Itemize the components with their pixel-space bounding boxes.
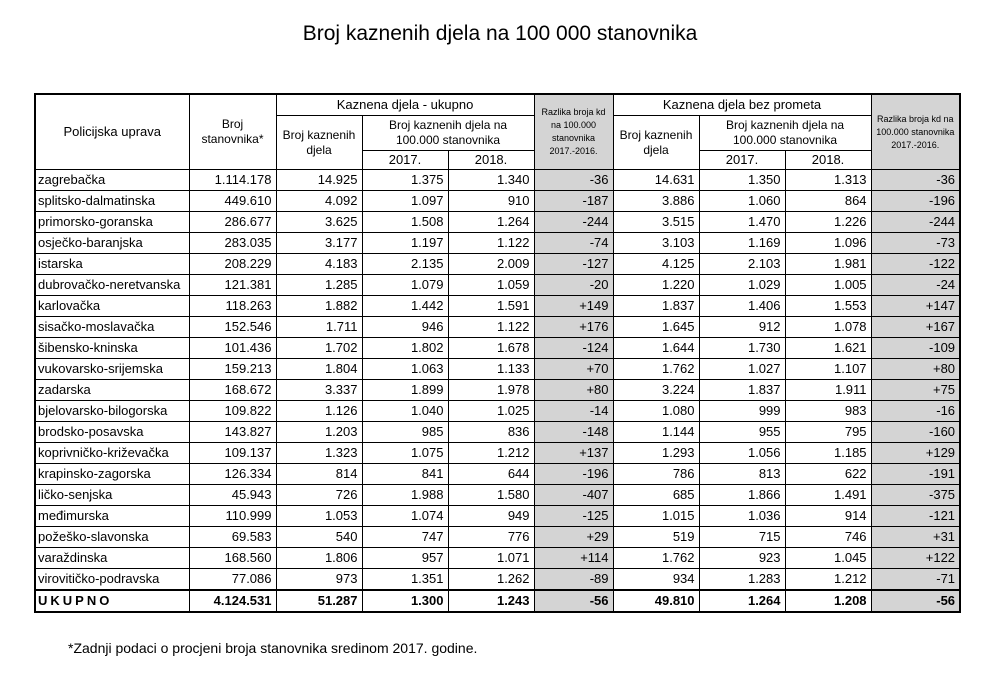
cell-policijska-uprava: šibensko-kninska bbox=[35, 338, 189, 359]
cell-na-100000-2017: 2.135 bbox=[362, 254, 448, 275]
cell-broj-kd: 3.337 bbox=[276, 380, 362, 401]
cell-razlika: +80 bbox=[534, 380, 613, 401]
cell-razlika: -20 bbox=[534, 275, 613, 296]
cell-na-100000-2018: 1.340 bbox=[448, 170, 534, 191]
header-2017-left: 2017. bbox=[362, 151, 448, 170]
total-row bbox=[35, 590, 960, 612]
cell-broj-kd: 1.053 bbox=[276, 506, 362, 527]
cell-broj-kd: 726 bbox=[276, 485, 362, 506]
table-row bbox=[35, 422, 960, 443]
cell-policijska-uprava: virovitičko-podravska bbox=[35, 569, 189, 591]
table-row bbox=[35, 485, 960, 506]
cell-broj-kd-bez-prometa: 3.515 bbox=[613, 212, 699, 233]
cell-broj-kd: 1.702 bbox=[276, 338, 362, 359]
table-row bbox=[35, 233, 960, 254]
cell-razlika: -36 bbox=[534, 170, 613, 191]
cell-broj-kd: 3.625 bbox=[276, 212, 362, 233]
cell-razlika-bez-prometa: -160 bbox=[871, 422, 960, 443]
cell-na-100000-2018: 1.978 bbox=[448, 380, 534, 401]
cell-bez-prometa-2018: 1.212 bbox=[785, 569, 871, 591]
cell-broj-kd-bez-prometa: 4.125 bbox=[613, 254, 699, 275]
cell-na-100000-2017: 1.040 bbox=[362, 401, 448, 422]
cell-broj-kd: 1.804 bbox=[276, 359, 362, 380]
table-row bbox=[35, 254, 960, 275]
cell-razlika: +114 bbox=[534, 548, 613, 569]
header-kaznena-djela-ukupno: Kaznena djela - ukupno bbox=[276, 94, 534, 116]
cell-broj-stanovnika: 69.583 bbox=[189, 527, 276, 548]
cell-razlika: +29 bbox=[534, 527, 613, 548]
page-title: Broj kaznenih djela na 100 000 stanovnika bbox=[302, 22, 698, 45]
cell-razlika: -244 bbox=[534, 212, 613, 233]
cell-broj-kd-bez-prometa: 1.645 bbox=[613, 317, 699, 338]
cell-broj-kd: 1.285 bbox=[276, 275, 362, 296]
cell-policijska-uprava: brodsko-posavska bbox=[35, 422, 189, 443]
cell-na-100000-2017: 1.079 bbox=[362, 275, 448, 296]
cell-bez-prometa-2018: 1.981 bbox=[785, 254, 871, 275]
cell-broj-kd: 51.287 bbox=[276, 590, 362, 612]
cell-razlika: +137 bbox=[534, 443, 613, 464]
cell-broj-kd-bez-prometa: 1.080 bbox=[613, 401, 699, 422]
cell-broj-kd: 1.323 bbox=[276, 443, 362, 464]
cell-broj-kd: 4.183 bbox=[276, 254, 362, 275]
cell-broj-kd-bez-prometa: 14.631 bbox=[613, 170, 699, 191]
cell-na-100000-2018: 1.122 bbox=[448, 233, 534, 254]
cell-bez-prometa-2017: 1.036 bbox=[699, 506, 785, 527]
cell-bez-prometa-2018: 1.078 bbox=[785, 317, 871, 338]
cell-razlika-bez-prometa: -24 bbox=[871, 275, 960, 296]
cell-bez-prometa-2018: 1.226 bbox=[785, 212, 871, 233]
cell-policijska-uprava: UKUPNO bbox=[35, 590, 189, 612]
cell-bez-prometa-2018: 864 bbox=[785, 191, 871, 212]
cell-na-100000-2018: 1.025 bbox=[448, 401, 534, 422]
cell-broj-kd: 1.711 bbox=[276, 317, 362, 338]
cell-broj-kd: 1.806 bbox=[276, 548, 362, 569]
cell-broj-kd: 1.882 bbox=[276, 296, 362, 317]
cell-broj-kd-bez-prometa: 3.886 bbox=[613, 191, 699, 212]
cell-broj-kd-bez-prometa: 3.224 bbox=[613, 380, 699, 401]
table-body bbox=[35, 170, 960, 613]
cell-broj-kd-bez-prometa: 1.837 bbox=[613, 296, 699, 317]
cell-bez-prometa-2018: 1.491 bbox=[785, 485, 871, 506]
cell-broj-stanovnika: 449.610 bbox=[189, 191, 276, 212]
cell-policijska-uprava: zagrebačka bbox=[35, 170, 189, 191]
cell-broj-kd: 973 bbox=[276, 569, 362, 591]
cell-broj-stanovnika: 121.381 bbox=[189, 275, 276, 296]
cell-na-100000-2017: 1.063 bbox=[362, 359, 448, 380]
header-policijska-uprava: Policijska uprava bbox=[35, 94, 189, 170]
cell-broj-stanovnika: 110.999 bbox=[189, 506, 276, 527]
header-2018-left: 2018. bbox=[448, 151, 534, 170]
table-row bbox=[35, 317, 960, 338]
cell-policijska-uprava: krapinsko-zagorska bbox=[35, 464, 189, 485]
table-row bbox=[35, 170, 960, 191]
cell-broj-kd: 14.925 bbox=[276, 170, 362, 191]
cell-razlika-bez-prometa: +31 bbox=[871, 527, 960, 548]
cell-broj-kd-bez-prometa: 1.762 bbox=[613, 548, 699, 569]
cell-na-100000-2017: 1.074 bbox=[362, 506, 448, 527]
cell-razlika-bez-prometa: -191 bbox=[871, 464, 960, 485]
cell-broj-stanovnika: 109.137 bbox=[189, 443, 276, 464]
cell-policijska-uprava: istarska bbox=[35, 254, 189, 275]
cell-razlika: -74 bbox=[534, 233, 613, 254]
cell-broj-stanovnika: 109.822 bbox=[189, 401, 276, 422]
cell-bez-prometa-2018: 1.621 bbox=[785, 338, 871, 359]
cell-na-100000-2018: 776 bbox=[448, 527, 534, 548]
cell-razlika-bez-prometa: -36 bbox=[871, 170, 960, 191]
cell-bez-prometa-2017: 999 bbox=[699, 401, 785, 422]
header-2017-right: 2017. bbox=[699, 151, 785, 170]
cell-bez-prometa-2018: 1.107 bbox=[785, 359, 871, 380]
cell-broj-kd-bez-prometa: 1.644 bbox=[613, 338, 699, 359]
footnote: *Zadnji podaci o procjeni broja stanovnika sredinom 2017. godine. bbox=[68, 640, 478, 656]
cell-razlika-bez-prometa: +167 bbox=[871, 317, 960, 338]
cell-bez-prometa-2017: 1.837 bbox=[699, 380, 785, 401]
cell-razlika-bez-prometa: +122 bbox=[871, 548, 960, 569]
cell-broj-kd-bez-prometa: 685 bbox=[613, 485, 699, 506]
cell-razlika-bez-prometa: -121 bbox=[871, 506, 960, 527]
cell-policijska-uprava: ličko-senjska bbox=[35, 485, 189, 506]
cell-broj-stanovnika: 168.672 bbox=[189, 380, 276, 401]
cell-bez-prometa-2018: 1.553 bbox=[785, 296, 871, 317]
cell-bez-prometa-2018: 1.045 bbox=[785, 548, 871, 569]
table-row bbox=[35, 212, 960, 233]
cell-na-100000-2018: 1.071 bbox=[448, 548, 534, 569]
cell-razlika-bez-prometa: -16 bbox=[871, 401, 960, 422]
cell-bez-prometa-2018: 1.313 bbox=[785, 170, 871, 191]
cell-na-100000-2017: 1.988 bbox=[362, 485, 448, 506]
cell-broj-kd: 3.177 bbox=[276, 233, 362, 254]
cell-broj-stanovnika: 126.334 bbox=[189, 464, 276, 485]
cell-bez-prometa-2017: 1.866 bbox=[699, 485, 785, 506]
cell-policijska-uprava: koprivničko-križevačka bbox=[35, 443, 189, 464]
header-na-100000-left: Broj kaznenih djela na 100.000 stanovnika bbox=[362, 116, 534, 151]
cell-broj-kd-bez-prometa: 1.293 bbox=[613, 443, 699, 464]
header-broj-kd-left: Broj kaznenih djela bbox=[276, 116, 362, 170]
cell-razlika-bez-prometa: +80 bbox=[871, 359, 960, 380]
cell-bez-prometa-2018: 983 bbox=[785, 401, 871, 422]
cell-policijska-uprava: sisačko-moslavačka bbox=[35, 317, 189, 338]
cell-broj-stanovnika: 101.436 bbox=[189, 338, 276, 359]
cell-bez-prometa-2018: 1.208 bbox=[785, 590, 871, 612]
cell-broj-kd-bez-prometa: 1.144 bbox=[613, 422, 699, 443]
cell-broj-kd-bez-prometa: 49.810 bbox=[613, 590, 699, 612]
cell-broj-kd: 540 bbox=[276, 527, 362, 548]
cell-razlika: -187 bbox=[534, 191, 613, 212]
cell-broj-stanovnika: 77.086 bbox=[189, 569, 276, 591]
cell-bez-prometa-2017: 1.060 bbox=[699, 191, 785, 212]
cell-bez-prometa-2017: 1.283 bbox=[699, 569, 785, 591]
cell-na-100000-2018: 1.059 bbox=[448, 275, 534, 296]
cell-na-100000-2018: 1.122 bbox=[448, 317, 534, 338]
cell-razlika-bez-prometa: -196 bbox=[871, 191, 960, 212]
cell-razlika: -127 bbox=[534, 254, 613, 275]
cell-na-100000-2018: 1.262 bbox=[448, 569, 534, 591]
cell-razlika: +149 bbox=[534, 296, 613, 317]
table-row bbox=[35, 275, 960, 296]
cell-na-100000-2017: 1.097 bbox=[362, 191, 448, 212]
cell-broj-stanovnika: 152.546 bbox=[189, 317, 276, 338]
cell-na-100000-2018: 836 bbox=[448, 422, 534, 443]
cell-bez-prometa-2018: 1.096 bbox=[785, 233, 871, 254]
cell-razlika: -148 bbox=[534, 422, 613, 443]
cell-broj-kd: 814 bbox=[276, 464, 362, 485]
cell-bez-prometa-2017: 955 bbox=[699, 422, 785, 443]
cell-na-100000-2017: 1.075 bbox=[362, 443, 448, 464]
cell-bez-prometa-2017: 1.029 bbox=[699, 275, 785, 296]
cell-bez-prometa-2018: 1.911 bbox=[785, 380, 871, 401]
cell-bez-prometa-2017: 912 bbox=[699, 317, 785, 338]
table-row bbox=[35, 527, 960, 548]
cell-razlika: -125 bbox=[534, 506, 613, 527]
cell-na-100000-2017: 747 bbox=[362, 527, 448, 548]
cell-broj-kd-bez-prometa: 519 bbox=[613, 527, 699, 548]
cell-policijska-uprava: međimurska bbox=[35, 506, 189, 527]
cell-policijska-uprava: primorsko-goranska bbox=[35, 212, 189, 233]
cell-razlika-bez-prometa: -56 bbox=[871, 590, 960, 612]
cell-bez-prometa-2017: 1.264 bbox=[699, 590, 785, 612]
cell-na-100000-2017: 985 bbox=[362, 422, 448, 443]
cell-na-100000-2017: 957 bbox=[362, 548, 448, 569]
cell-na-100000-2018: 2.009 bbox=[448, 254, 534, 275]
cell-na-100000-2017: 1.351 bbox=[362, 569, 448, 591]
cell-razlika-bez-prometa: -73 bbox=[871, 233, 960, 254]
table-row bbox=[35, 506, 960, 527]
cell-na-100000-2017: 1.802 bbox=[362, 338, 448, 359]
cell-na-100000-2018: 1.133 bbox=[448, 359, 534, 380]
header-razlika-left: Razlika broja kd na 100.000 stanovnika 2017.-2016. bbox=[534, 94, 613, 170]
cell-broj-kd-bez-prometa: 3.103 bbox=[613, 233, 699, 254]
cell-na-100000-2018: 949 bbox=[448, 506, 534, 527]
cell-bez-prometa-2018: 1.005 bbox=[785, 275, 871, 296]
cell-na-100000-2017: 1.899 bbox=[362, 380, 448, 401]
header-na-100000-right: Broj kaznenih djela na 100.000 stanovnika bbox=[699, 116, 871, 151]
cell-na-100000-2017: 946 bbox=[362, 317, 448, 338]
cell-broj-kd-bez-prometa: 1.015 bbox=[613, 506, 699, 527]
cell-broj-kd: 1.203 bbox=[276, 422, 362, 443]
cell-bez-prometa-2017: 923 bbox=[699, 548, 785, 569]
cell-na-100000-2017: 1.442 bbox=[362, 296, 448, 317]
header-broj-stanovnika: Broj stanovnika* bbox=[189, 94, 276, 170]
cell-na-100000-2018: 1.580 bbox=[448, 485, 534, 506]
cell-razlika: -124 bbox=[534, 338, 613, 359]
cell-broj-kd-bez-prometa: 934 bbox=[613, 569, 699, 591]
cell-policijska-uprava: zadarska bbox=[35, 380, 189, 401]
cell-bez-prometa-2017: 1.730 bbox=[699, 338, 785, 359]
cell-broj-stanovnika: 4.124.531 bbox=[189, 590, 276, 612]
cell-policijska-uprava: splitsko-dalmatinska bbox=[35, 191, 189, 212]
cell-razlika: -56 bbox=[534, 590, 613, 612]
cell-policijska-uprava: osječko-baranjska bbox=[35, 233, 189, 254]
cell-policijska-uprava: varaždinska bbox=[35, 548, 189, 569]
cell-broj-stanovnika: 286.677 bbox=[189, 212, 276, 233]
table-row bbox=[35, 359, 960, 380]
cell-policijska-uprava: bjelovarsko-bilogorska bbox=[35, 401, 189, 422]
crime-statistics-table bbox=[34, 93, 961, 613]
cell-razlika-bez-prometa: -375 bbox=[871, 485, 960, 506]
cell-broj-kd-bez-prometa: 786 bbox=[613, 464, 699, 485]
cell-razlika: +176 bbox=[534, 317, 613, 338]
table-row bbox=[35, 401, 960, 422]
cell-razlika: -196 bbox=[534, 464, 613, 485]
cell-broj-stanovnika: 283.035 bbox=[189, 233, 276, 254]
cell-bez-prometa-2018: 746 bbox=[785, 527, 871, 548]
cell-broj-stanovnika: 168.560 bbox=[189, 548, 276, 569]
cell-broj-kd: 4.092 bbox=[276, 191, 362, 212]
cell-na-100000-2018: 644 bbox=[448, 464, 534, 485]
cell-na-100000-2017: 1.508 bbox=[362, 212, 448, 233]
cell-na-100000-2018: 1.591 bbox=[448, 296, 534, 317]
table-row bbox=[35, 338, 960, 359]
cell-policijska-uprava: karlovačka bbox=[35, 296, 189, 317]
cell-bez-prometa-2018: 1.185 bbox=[785, 443, 871, 464]
cell-bez-prometa-2017: 813 bbox=[699, 464, 785, 485]
cell-razlika-bez-prometa: +147 bbox=[871, 296, 960, 317]
cell-policijska-uprava: vukovarsko-srijemska bbox=[35, 359, 189, 380]
table-row bbox=[35, 191, 960, 212]
cell-broj-kd-bez-prometa: 1.762 bbox=[613, 359, 699, 380]
cell-bez-prometa-2018: 622 bbox=[785, 464, 871, 485]
cell-razlika-bez-prometa: -122 bbox=[871, 254, 960, 275]
table-row bbox=[35, 569, 960, 591]
cell-broj-stanovnika: 45.943 bbox=[189, 485, 276, 506]
header-2018-right: 2018. bbox=[785, 151, 871, 170]
cell-na-100000-2017: 1.375 bbox=[362, 170, 448, 191]
cell-razlika-bez-prometa: -109 bbox=[871, 338, 960, 359]
cell-broj-stanovnika: 1.114.178 bbox=[189, 170, 276, 191]
cell-razlika: -14 bbox=[534, 401, 613, 422]
cell-razlika: -89 bbox=[534, 569, 613, 591]
cell-bez-prometa-2017: 2.103 bbox=[699, 254, 785, 275]
cell-bez-prometa-2017: 1.406 bbox=[699, 296, 785, 317]
cell-policijska-uprava: dubrovačko-neretvanska bbox=[35, 275, 189, 296]
cell-razlika-bez-prometa: -244 bbox=[871, 212, 960, 233]
cell-razlika: +70 bbox=[534, 359, 613, 380]
cell-razlika-bez-prometa: +129 bbox=[871, 443, 960, 464]
cell-broj-stanovnika: 208.229 bbox=[189, 254, 276, 275]
table-row bbox=[35, 380, 960, 401]
cell-bez-prometa-2017: 1.056 bbox=[699, 443, 785, 464]
cell-broj-kd-bez-prometa: 1.220 bbox=[613, 275, 699, 296]
cell-na-100000-2018: 1.678 bbox=[448, 338, 534, 359]
cell-na-100000-2017: 841 bbox=[362, 464, 448, 485]
header-razlika-right: Razlika broja kd na 100.000 stanovnika 2017.-2016. bbox=[871, 94, 960, 170]
cell-policijska-uprava: požeško-slavonska bbox=[35, 527, 189, 548]
cell-razlika-bez-prometa: -71 bbox=[871, 569, 960, 591]
cell-na-100000-2017: 1.300 bbox=[362, 590, 448, 612]
cell-broj-stanovnika: 143.827 bbox=[189, 422, 276, 443]
cell-bez-prometa-2017: 1.350 bbox=[699, 170, 785, 191]
cell-na-100000-2018: 1.243 bbox=[448, 590, 534, 612]
cell-broj-kd: 1.126 bbox=[276, 401, 362, 422]
cell-bez-prometa-2017: 1.470 bbox=[699, 212, 785, 233]
header-broj-kd-right: Broj kaznenih djela bbox=[613, 116, 699, 170]
cell-bez-prometa-2017: 1.027 bbox=[699, 359, 785, 380]
cell-bez-prometa-2017: 715 bbox=[699, 527, 785, 548]
cell-broj-stanovnika: 159.213 bbox=[189, 359, 276, 380]
cell-na-100000-2018: 910 bbox=[448, 191, 534, 212]
cell-na-100000-2018: 1.212 bbox=[448, 443, 534, 464]
cell-bez-prometa-2017: 1.169 bbox=[699, 233, 785, 254]
cell-broj-stanovnika: 118.263 bbox=[189, 296, 276, 317]
cell-razlika: -407 bbox=[534, 485, 613, 506]
cell-bez-prometa-2018: 795 bbox=[785, 422, 871, 443]
cell-razlika-bez-prometa: +75 bbox=[871, 380, 960, 401]
header-bez-prometa: Kaznena djela bez prometa bbox=[613, 94, 871, 116]
cell-na-100000-2017: 1.197 bbox=[362, 233, 448, 254]
table-row bbox=[35, 296, 960, 317]
table-row bbox=[35, 443, 960, 464]
cell-na-100000-2018: 1.264 bbox=[448, 212, 534, 233]
table-row bbox=[35, 464, 960, 485]
cell-bez-prometa-2018: 914 bbox=[785, 506, 871, 527]
table-row bbox=[35, 548, 960, 569]
